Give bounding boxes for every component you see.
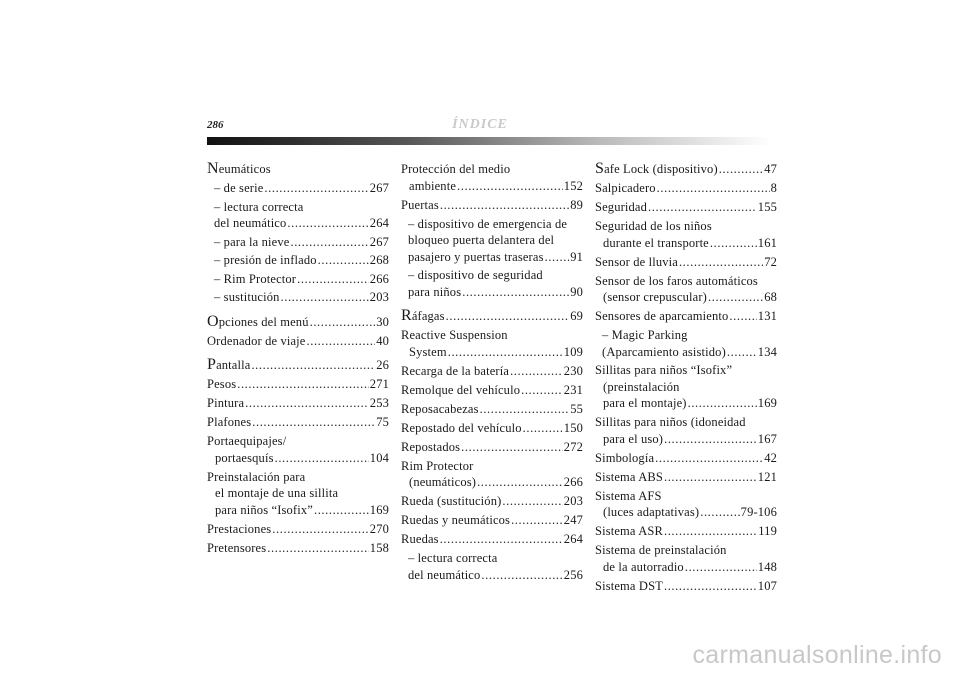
index-entry (207, 433, 389, 466)
entry-text: – presión de inflado (214, 253, 317, 267)
page-ref: 148 (757, 559, 777, 574)
index-entry (401, 458, 583, 491)
index-entry (207, 521, 389, 538)
entry-text: ambiente (409, 178, 457, 193)
entry-text: Protección del medio (401, 162, 511, 176)
entry-text: del neumático (408, 567, 481, 582)
index-entry (595, 254, 777, 271)
dot-leader (700, 504, 739, 521)
dot-leader (664, 523, 757, 540)
entry-text: – lectura correcta (408, 551, 498, 565)
dot-leader (290, 234, 368, 251)
page-ref: 30 (376, 314, 389, 329)
dot-leader (281, 289, 369, 306)
entry-text: para niños “Isofix” (215, 502, 313, 517)
index-entry (401, 550, 583, 583)
entry-text: de la autorradio (603, 559, 684, 574)
dot-leader (657, 180, 770, 197)
entry-text: Seguridad de los niños (595, 219, 712, 233)
page-ref: 107 (757, 578, 777, 593)
index-entry (595, 362, 777, 412)
entry-text: Sillitas para niños “Isofix” (595, 363, 733, 377)
page-ref: 264 (369, 216, 389, 230)
entry-text: Sistema de preinstalación (595, 543, 727, 557)
dot-leader (275, 450, 369, 467)
page-ref: 119 (758, 524, 777, 538)
dot-leader (679, 254, 763, 271)
index-entry (401, 382, 583, 399)
page-ref: 134 (757, 344, 777, 359)
page-ref: 247 (563, 513, 583, 527)
entry-text: Ordenador de viaje (207, 333, 306, 348)
entry-text: Reposacabezas (401, 401, 479, 416)
page-ref: 131 (757, 309, 777, 323)
index-entry (401, 308, 583, 325)
index-entry (207, 180, 389, 197)
page-ref: 169 (757, 396, 777, 410)
entry-text: Sensor de los faros automáticos (595, 273, 758, 288)
dot-leader (267, 540, 369, 557)
dot-leader (523, 420, 563, 437)
page-ref: 267 (369, 181, 389, 195)
index-entry (401, 439, 583, 456)
page-ref: 55 (570, 401, 583, 416)
page-ref: 169 (369, 502, 389, 517)
dot-leader (480, 401, 570, 418)
index-entry (595, 488, 777, 521)
page-ref: 158 (369, 540, 389, 555)
page-ref: 152 (563, 178, 583, 193)
dot-leader (264, 180, 368, 197)
entry-text: (preinstalación (603, 379, 680, 394)
dot-leader (287, 215, 368, 232)
entry-text: Rim Protector (401, 458, 474, 473)
entry-text: System (409, 344, 447, 359)
dot-leader (664, 578, 757, 595)
page-ref: 79-106 (740, 505, 777, 519)
section-initial: R (401, 307, 412, 324)
entry-text: – Rim Protector (214, 271, 297, 286)
entry-text: pciones del menú (218, 314, 309, 329)
dot-leader (457, 178, 563, 195)
dot-leader (297, 271, 369, 288)
page-ref: 42 (764, 450, 777, 465)
index-entry (207, 234, 389, 251)
entry-text: portaesquís (215, 450, 274, 465)
entry-text: Pintura (207, 396, 245, 410)
index-entry (401, 327, 583, 360)
index-column-2 (401, 161, 583, 585)
page-ref: 267 (369, 234, 389, 249)
index-entry (595, 578, 777, 595)
index-entry (595, 199, 777, 216)
index-entry (207, 357, 389, 374)
entry-text: Ruedas y neumáticos (401, 513, 511, 527)
page-ref: 266 (563, 475, 583, 489)
index-entry (207, 540, 389, 557)
page-ref: 47 (764, 162, 777, 176)
page-ref: 256 (563, 567, 583, 582)
dot-leader (719, 161, 763, 178)
entry-text: – Magic Parking (602, 328, 688, 342)
index-entry (207, 469, 389, 519)
dot-leader (655, 450, 763, 467)
index-column-1 (207, 161, 389, 559)
entry-text: el montaje de una sillita (215, 486, 339, 500)
entry-text: áfagas (411, 309, 445, 323)
entry-text: Recarga de la batería (401, 363, 510, 378)
dot-leader (511, 512, 563, 529)
page-ref: 253 (369, 396, 389, 410)
index-entry (595, 542, 777, 575)
page-ref: 203 (369, 290, 389, 304)
dot-leader (708, 289, 763, 306)
dot-leader (461, 439, 563, 456)
entry-text: Sistema DST (595, 578, 663, 593)
page-ref: 272 (563, 439, 583, 454)
entry-text: pasajero y puertas traseras (408, 249, 544, 264)
dot-leader (307, 333, 376, 350)
entry-text: – de serie (214, 181, 264, 195)
page-title: ÍNDICE (452, 117, 508, 132)
index-entry (595, 414, 777, 447)
entry-text: – sustitución (214, 290, 280, 304)
section-initial: P (207, 356, 217, 373)
section-initial: N (207, 160, 219, 177)
dot-leader (664, 469, 757, 486)
dot-leader (245, 395, 369, 412)
dot-leader (648, 199, 757, 216)
index-entry (595, 180, 777, 197)
page-ref: 90 (570, 284, 583, 299)
index-entry (595, 450, 777, 467)
page-ref: 68 (764, 290, 777, 304)
entry-text: para niños (408, 284, 462, 299)
index-entry (207, 252, 389, 269)
dot-leader (448, 344, 563, 361)
entry-text: antalla (216, 358, 251, 372)
dot-leader (252, 414, 375, 431)
entry-text: Sistema AFS (595, 488, 662, 503)
index-entry (207, 395, 389, 412)
page-ref: 155 (757, 200, 777, 214)
page-ref: 89 (570, 197, 583, 212)
index-entry (595, 308, 777, 325)
entry-text: Reactive Suspension (401, 328, 508, 342)
page-ref: 230 (563, 363, 583, 378)
index-entry (401, 267, 583, 300)
page-ref: 150 (563, 420, 583, 435)
entry-text: para el uso) (603, 431, 664, 446)
entry-text: bloqueo puerta delantera del (408, 233, 555, 247)
index-entry (207, 376, 389, 393)
dot-leader (481, 567, 562, 584)
entry-text: Pesos (207, 377, 237, 391)
index-entry (401, 493, 583, 510)
entry-text: Preinstalación para (207, 469, 306, 484)
dot-leader (446, 308, 570, 325)
entry-text: Plafones (207, 415, 252, 429)
dot-leader (314, 502, 369, 519)
dot-leader (251, 357, 375, 374)
page-ref: 271 (369, 377, 389, 391)
index-entry (401, 531, 583, 548)
page-ref: 268 (369, 253, 389, 267)
index-entry (207, 199, 389, 232)
page-number: 286 (207, 119, 224, 131)
entry-text: Repostado del vehículo (401, 420, 522, 435)
entry-text: Rueda (sustitución) (401, 494, 502, 508)
index-entry (401, 216, 583, 266)
index-entry (595, 218, 777, 251)
entry-text: Sistema ABS (595, 469, 663, 484)
page-ref: 104 (369, 450, 389, 465)
entry-text: Repostados (401, 439, 461, 454)
dot-leader (710, 235, 757, 252)
index-column-3 (595, 161, 777, 597)
page-ref: 270 (369, 521, 389, 536)
entry-text: Sensores de aparcamiento (595, 309, 729, 323)
page-ref: 40 (376, 333, 389, 348)
index-entry (207, 414, 389, 431)
dot-leader (685, 559, 757, 576)
index-entry (595, 469, 777, 486)
page-ref: 231 (563, 382, 583, 397)
section-initial: S (595, 160, 605, 177)
dot-leader (502, 493, 562, 510)
index-entry (595, 327, 777, 360)
page-ref: 69 (570, 309, 583, 323)
dot-leader (462, 284, 569, 301)
dot-leader (440, 531, 563, 548)
index-entry (401, 363, 583, 380)
entry-text: eumáticos (218, 162, 271, 176)
entry-text: – lectura correcta (214, 199, 304, 214)
index-entry (401, 420, 583, 437)
index-entry (207, 333, 389, 350)
index-entry (401, 197, 583, 214)
dot-leader (688, 395, 757, 412)
index-entry (207, 314, 389, 331)
entry-text: Pretensores (207, 540, 267, 555)
page-ref: 109 (563, 344, 583, 359)
page-ref: 161 (757, 235, 777, 250)
entry-text: afe Lock (dispositivo) (604, 162, 718, 176)
entry-text: Ruedas (401, 532, 439, 546)
entry-text: Sensor de lluvia (595, 254, 678, 269)
dot-leader (237, 376, 369, 393)
entry-text: – dispositivo de emergencia de (408, 216, 568, 231)
entry-text: durante el transporte (603, 235, 709, 250)
entry-text: (sensor crepuscular) (603, 290, 707, 304)
entry-text: Portaequipajes/ (207, 434, 287, 448)
page-ref: 8 (770, 181, 777, 195)
entry-text: Prestaciones (207, 521, 272, 536)
dot-leader (440, 197, 569, 214)
page-ref: 75 (376, 415, 389, 429)
entry-text: Sillitas para niños (idoneidad (595, 415, 746, 429)
dot-leader (727, 344, 757, 361)
dot-leader (318, 252, 369, 269)
entry-text: Puertas (401, 197, 439, 212)
entry-text: para el montaje) (603, 396, 687, 410)
index-entry (207, 271, 389, 288)
dot-leader (272, 521, 369, 538)
dot-leader (664, 431, 757, 448)
page-ref: 266 (369, 271, 389, 286)
dot-leader (310, 314, 376, 331)
dot-leader (729, 308, 756, 325)
page-ref: 264 (563, 532, 583, 546)
dot-leader (510, 363, 563, 380)
entry-text: del neumático (214, 216, 287, 230)
page-ref: 203 (563, 494, 583, 508)
index-entry (595, 273, 777, 306)
dot-leader (545, 249, 570, 266)
watermark: carmanualsonline.info (692, 641, 942, 669)
index-entry (595, 161, 777, 178)
index-entry (401, 512, 583, 529)
entry-text: (luces adaptativas) (603, 505, 700, 519)
index-entry (207, 289, 389, 306)
entry-text: Sistema ASR (595, 524, 663, 538)
entry-text: (Aparcamiento asistido) (602, 344, 726, 359)
dot-leader (521, 382, 563, 399)
entry-text: Remolque del vehículo (401, 382, 521, 397)
section-initial: O (207, 312, 219, 330)
page-ref: 26 (376, 358, 389, 372)
entry-text: (neumáticos) (409, 475, 477, 489)
index-entry (207, 161, 389, 178)
page-ref: 121 (757, 469, 777, 484)
entry-text: – para la nieve (214, 234, 290, 249)
header-rule (207, 137, 771, 145)
dot-leader (477, 474, 563, 491)
entry-text: Simbología (595, 450, 655, 465)
page-ref: 167 (757, 431, 777, 446)
entry-text: Salpicadero (595, 181, 656, 195)
page-ref: 72 (764, 254, 777, 269)
index-entry (401, 401, 583, 418)
entry-text: – dispositivo de seguridad (408, 268, 543, 282)
entry-text: Seguridad (595, 200, 648, 214)
page-ref: 91 (570, 249, 583, 264)
index-entry (595, 523, 777, 540)
index-entry (401, 161, 583, 194)
